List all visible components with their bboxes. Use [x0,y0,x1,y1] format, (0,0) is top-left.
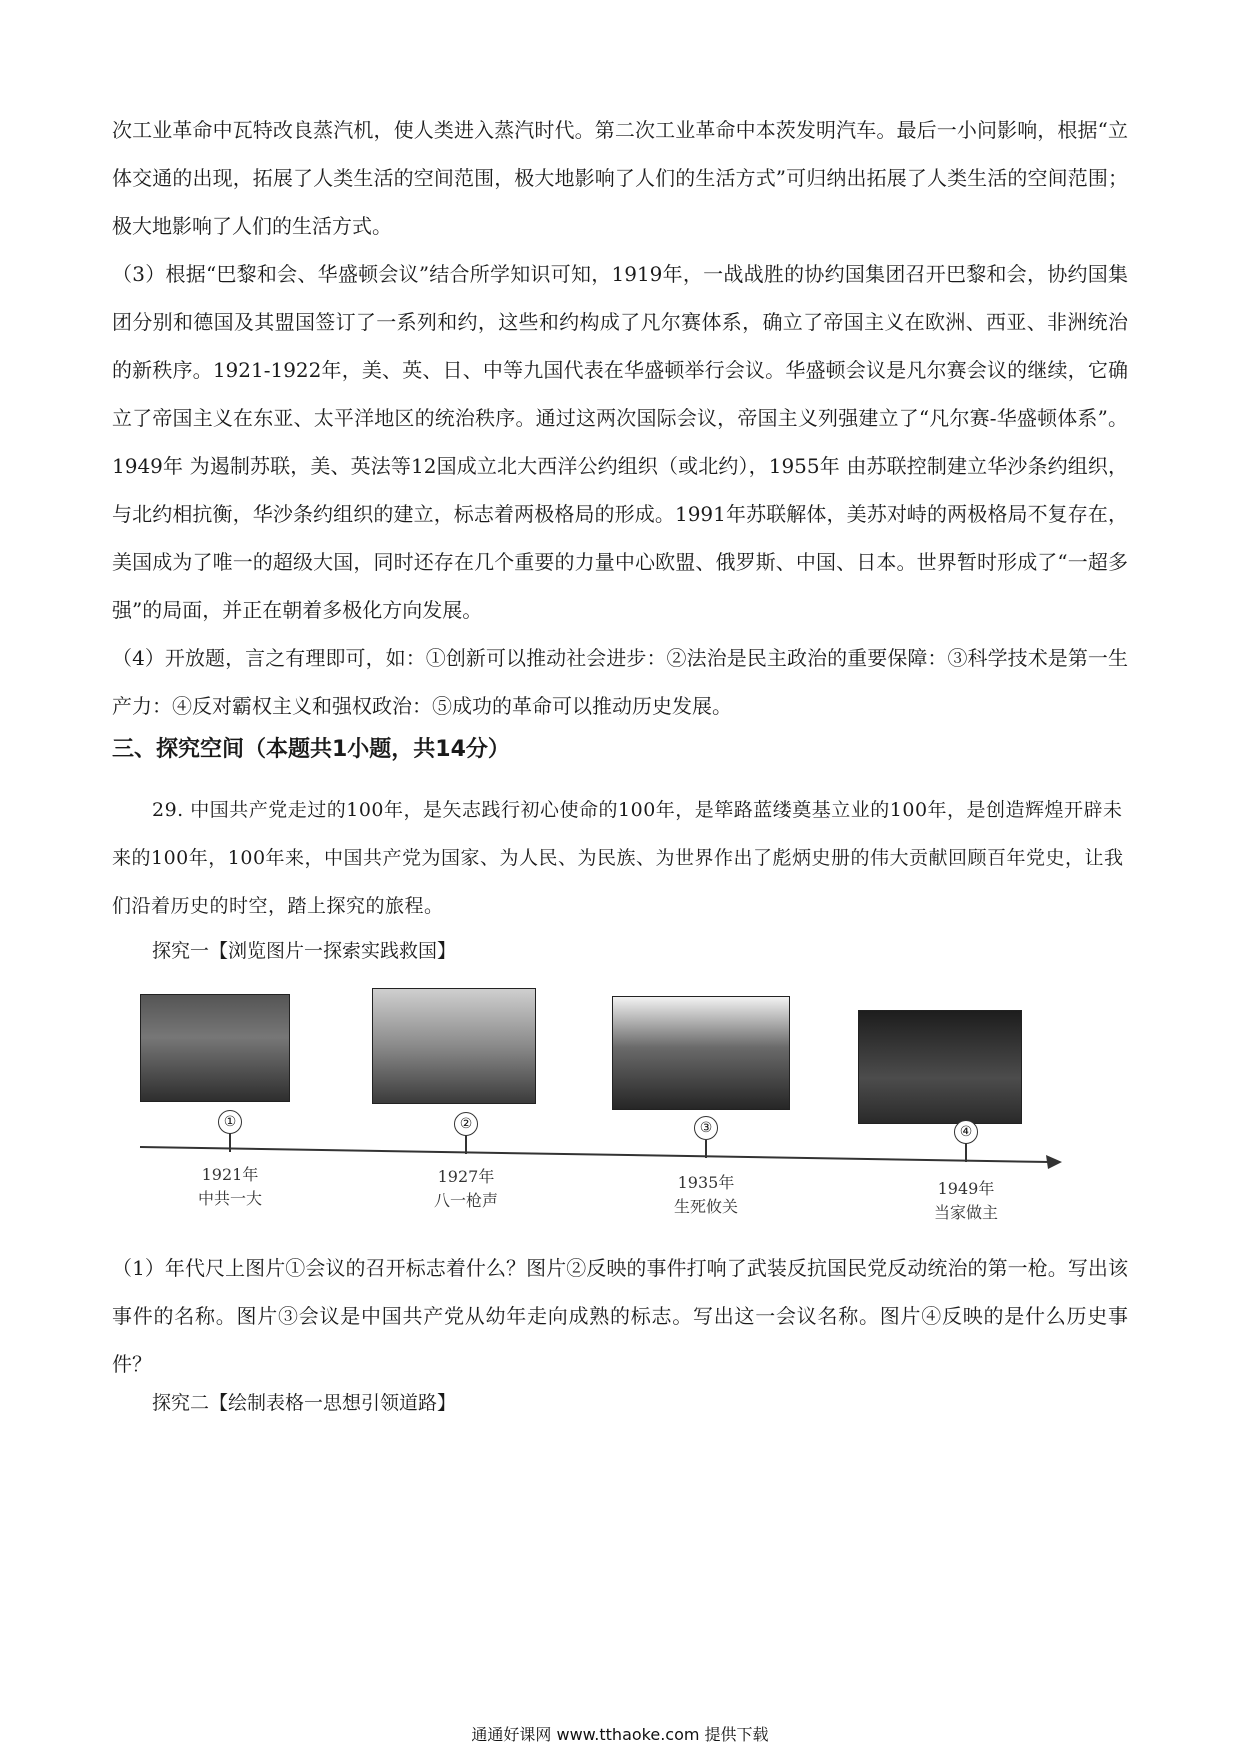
timeline-marker-2: ② [454,1112,478,1136]
photo-1921-meeting [140,994,290,1102]
question-sub-1: （1）年代尺上图片①会议的召开标志着什么？图片②反映的事件打响了武装反抗国民党反动统治的第一枪。写出该事件的名称。图片③会议是中国共产党从幼年走向成熟的标志。写出这一会议名称。图片④反映的是什么历史事件？ [112,1256,1128,1376]
photo-1927-uprising [372,988,536,1104]
answer-paragraph-4: （4）开放题，言之有理即可，如：①创新可以推动社会进步：②法治是民主政治的重要保障：③科学技术是第一生产力：④反对霸权主义和强权政治：⑤成功的革命可以推动历史发展。 [112,646,1128,718]
timeline-marker-1: ① [218,1110,242,1134]
answer-paragraph-1: 次工业革命中瓦特改良蒸汽机，使人类进入蒸汽时代。第二次工业革命中本茨发明汽车。最后一小问影响，根据“立体交通的出现，拓展了人类生活的空间范围，极大地影响了人们的生活方式”可归纳出拓展了人类生活的空间范围；极大地影响了人们的生活方式。 [112,118,1128,238]
timeline-year-3: 1935年 [677,1173,735,1192]
timeline-year-4: 1949年 [937,1179,995,1198]
section-title: 三、探究空间（本题共1小题，共14分） [112,737,510,762]
timeline-year-1: 1921年 [201,1165,259,1184]
timeline-marker-3: ③ [694,1116,718,1140]
photo-1935-meeting [612,996,790,1110]
explore-one-heading: 探究一【浏览图片一探索实践救国】 [152,940,457,962]
question-29-intro: 29. 中国共产党走过的100年，是矢志践行初心使命的100年，是筚路蓝缕奠基立业的100年，是创造辉煌开辟未来的100年，100年来，中国共产党为国家、为人民、为民族、为世界作出了彪炳史册的伟大贡献回顾百年党史，让我们沿着历史的时空，踏上探究的旅程。 [112,799,1124,917]
timeline-marker-4: ④ [954,1120,978,1144]
timeline-event-2: 八一枪声 [433,1191,498,1210]
timeline-event-4: 当家做主 [933,1203,998,1222]
photo-1949-founding [858,1010,1022,1124]
timeline-event-1: 中共一大 [197,1189,262,1208]
timeline-year-2: 1927年 [437,1167,495,1186]
page-footer: 通通好课网 www.tthaoke.com 提供下载 [471,1725,769,1744]
explore-two-heading: 探究二【绘制表格一思想引领道路】 [152,1392,457,1414]
answer-paragraph-3: （3）根据“巴黎和会、华盛顿会议”结合所学知识可知，1919年，一战战胜的协约国集团召开巴黎和会，协约国集团分别和德国及其盟国签订了一系列和约，这些和约构成了凡尔赛体系，确立了帝国主义在欧洲、西亚、非洲统治的新秩序。1921-1922年，美、英、日、中等九国代表在华盛顿举行会议。华盛顿会议是凡尔赛会议的继续，它确立了帝国主义在东亚、太平洋地区的统治秩序。通过这两次国际会议，帝国主义列强建立了“凡尔赛-华盛顿体系”。1949年 为遏制苏联，美、英法等12国成立北大西洋公约组织（或北约），1955年 由苏联控制建立华沙条约组织，与北约相抗衡，华沙条约组织的建立，标志着两极格局的形成。1991年苏联解体，美苏对峙的两极格局不复存在，美国成为了唯一的超级大国，同时还存在几个重要的力量中心欧盟、俄罗斯、中国、日本。世界暂时形成了“一超多强”的局面，并正在朝着多极化方向发展。 [112,262,1128,622]
timeline-event-3: 生死攸关 [673,1197,738,1216]
